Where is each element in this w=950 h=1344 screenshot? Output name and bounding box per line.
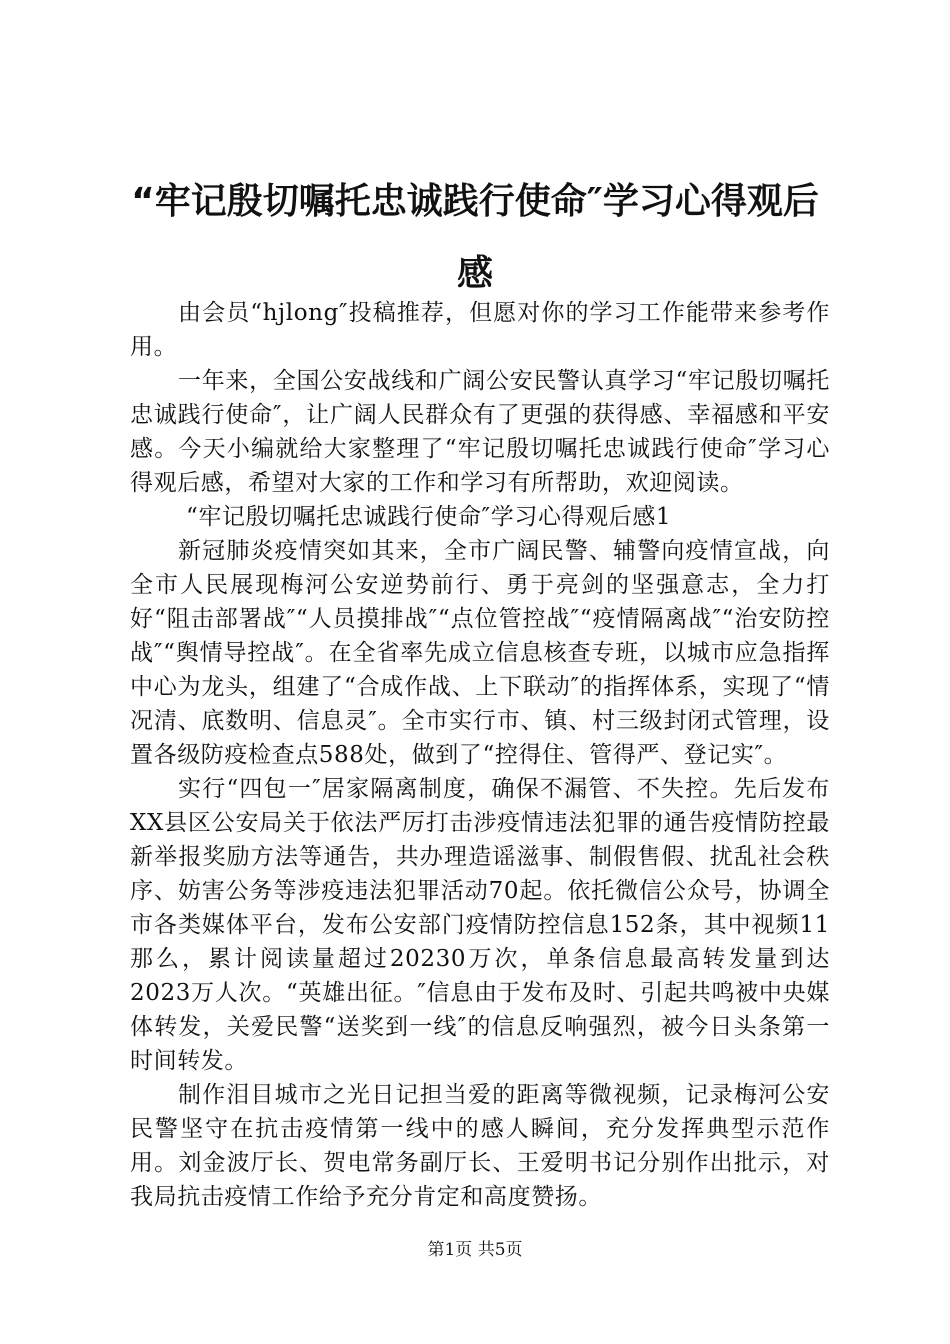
body-paragraph: 实行“四包一″居家隔离制度，确保不漏管、不失控。先后发布XX县区公安局关于依法严厉打击涉疫情违法犯罪的通告疫情防控最新举报奖励方法等通告，共办理造谣滋事、制假售假、扰乱社会秩序、妨害公务等涉疫违法犯罪活动70起。依托微信公众号，协调全市各类媒体平台，发布公安部门疫情防控信息152条，其中视频11那么，累计阅读量超过20230万次，单条信息最高转发量到达2023万人次。“英雄出征。″信息由于发布及时、引起共鸣被中央媒体转发，关爱民警“送奖到一线″的信息反响强烈，被今日头条第一时间转发。 — [130, 776, 830, 1074]
page-footer: 第1页 共5页 — [427, 1240, 523, 1260]
body-paragraph: 新冠肺炎疫情突如其来，全市广阔民警、辅警向疫情宣战，向全市人民展现梅河公安逆势前行、勇于亮剑的坚强意志，全力打好“阻击部署战″“人员摸排战″“点位管控战″“疫情隔离战″“治安防控战″“舆情导控战″。在全省率先成立信息核查专班，以城市应急指挥中心为龙头，组建了“合成作战、上下联动″的指挥体系，实现了“情况清、底数明、信息灵″。全市实行市、镇、村三级封闭式管理，设置各级防疫检查点588处，做到了“控得住、管得严、登记实″。 — [130, 538, 830, 768]
document-body — [130, 296, 830, 1214]
body-paragraph: 一年来，全国公安战线和广阔公安民警认真学习“牢记殷切嘱托忠诚践行使命″，让广阔人民群众有了更强的获得感、幸福感和平安感。今天小编就给大家整理了“牢记殷切嘱托忠诚践行使命″学习心得观后感，希望对大家的工作和学习有所帮助，欢迎阅读。 — [130, 368, 830, 496]
intro-paragraph: 由会员“hjlong″投稿推荐，但愿对你的学习工作能带来参考作用。 — [130, 300, 830, 360]
body-paragraph: 制作泪目城市之光日记担当爱的距离等微视频，记录梅河公安民警坚守在抗击疫情第一线中的感人瞬间，充分发挥典型示范作用。刘金波厅长、贺电常务副厅长、王爱明书记分别作出批示，对我局抗击疫情工作给予充分肯定和高度赞扬。 — [130, 1082, 830, 1210]
document-title: “牢记殷切嘱托忠诚践行使命″学习心得观后感 — [131, 181, 819, 294]
section-heading: “牢记殷切嘱托忠诚践行使命″学习心得观后感1 — [186, 504, 672, 530]
